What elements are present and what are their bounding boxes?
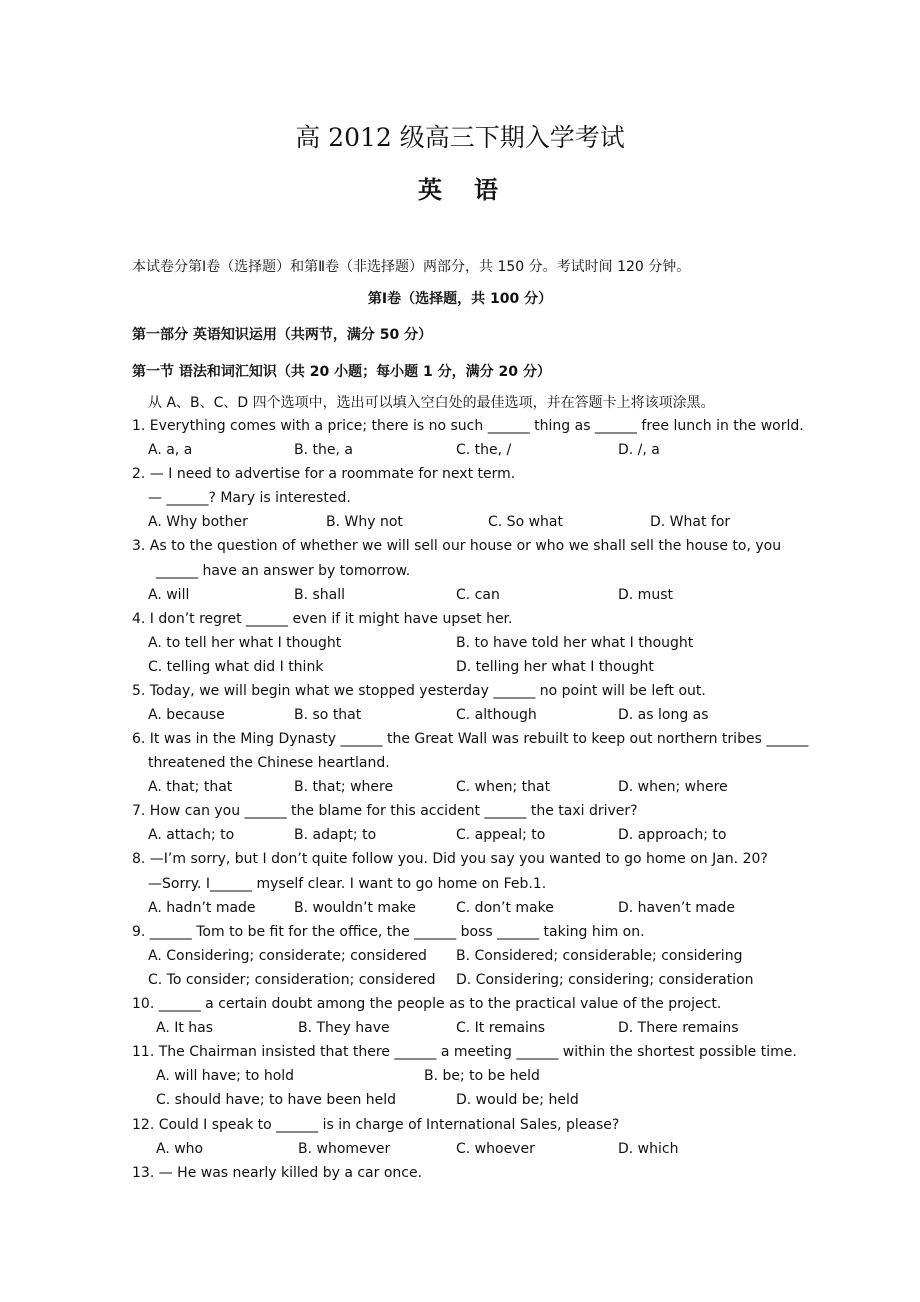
option-a: A. attach; to: [148, 827, 235, 843]
option-a: A. It has: [156, 1020, 214, 1036]
exam-title: 高 2012 级高三下期入学考试: [295, 123, 625, 152]
option-d: D. which: [618, 1141, 679, 1157]
option-d: D. approach; to: [618, 827, 727, 843]
question-stem: 8. —I’m sorry, but I don’t quite follow you. Did you say you wanted to go home on Jan. 20?: [132, 851, 768, 867]
option-d: D. /, a: [618, 442, 660, 458]
question-stem: 5. Today, we will begin what we stopped yesterday ______ no point will be left out.: [132, 683, 706, 699]
question-stem-continued: threatened the Chinese heartland.: [148, 755, 390, 771]
subject-title: 英 语: [418, 175, 502, 204]
question-stem: 10. ______ a certain doubt among the people as to the practical value of the project.: [132, 996, 722, 1012]
option-b: B. Why not: [326, 514, 403, 530]
option-b: B. the, a: [294, 442, 353, 458]
question-stem: 11. The Chairman insisted that there ______ a meeting ______ within the shortest possible time.: [132, 1044, 797, 1060]
option-a: A. a, a: [148, 442, 193, 458]
question-stem: 13. — He was nearly killed by a car once.: [132, 1165, 423, 1181]
directions-text: 从 A、B、C、D 四个选项中，选出可以填入空白处的最佳选项，并在答题卡上将该项涂黑。: [148, 395, 715, 411]
question-stem: 9. ______ Tom to be fit for the office, the ______ boss ______ taking him on.: [132, 924, 645, 940]
option-a: A. because: [148, 707, 225, 723]
option-d: D. telling her what I thought: [456, 659, 654, 675]
option-c: C. whoever: [456, 1141, 535, 1157]
option-b: B. be; to be held: [424, 1068, 540, 1084]
question-stem-continued: ______ have an answer by tomorrow.: [156, 563, 411, 579]
option-b: B. that; where: [294, 779, 394, 795]
option-a: A. to tell her what I thought: [148, 635, 342, 651]
option-a: A. will: [148, 587, 190, 603]
option-a: A. Considering; considerate; considered: [148, 948, 427, 964]
question-stem: 2. — I need to advertise for a roommate for next term.: [132, 466, 516, 482]
question-stem: 1. Everything comes with a price; there is no such ______ thing as ______ free lunch in the world.: [132, 418, 804, 434]
option-c: C. It remains: [456, 1020, 546, 1036]
option-d: D. must: [618, 587, 673, 603]
option-c: C. should have; to have been held: [156, 1092, 397, 1108]
part-heading: 第一部分 英语知识运用（共两节，满分 50 分）: [132, 327, 433, 343]
option-c: C. although: [456, 707, 537, 723]
option-d: D. would be; held: [456, 1092, 579, 1108]
option-a: A. Why bother: [148, 514, 248, 530]
option-b: B. adapt; to: [294, 827, 377, 843]
option-c: C. telling what did I think: [148, 659, 324, 675]
volume-heading: 第Ⅰ卷（选择题，共 100 分）: [367, 291, 553, 307]
option-a: A. who: [156, 1141, 204, 1157]
question-stem: 3. As to the question of whether we will sell our house or who we shall sell the house to, you: [132, 538, 782, 554]
option-c: C. don’t make: [456, 900, 554, 916]
option-c: C. appeal; to: [456, 827, 546, 843]
option-d: D. Considering; considering; consideration: [456, 972, 754, 988]
option-a: A. that; that: [148, 779, 233, 795]
question-stem: 4. I don’t regret ______ even if it might have upset her.: [132, 611, 513, 627]
option-d: D. What for: [650, 514, 731, 530]
question-stem: 7. How can you ______ the blame for this accident ______ the taxi driver?: [132, 803, 638, 819]
option-d: D. as long as: [618, 707, 709, 723]
option-c: C. the, /: [456, 442, 512, 458]
option-b: B. wouldn’t make: [294, 900, 416, 916]
option-b: B. Considered; considerable; considering: [456, 948, 743, 964]
option-b: B. shall: [294, 587, 346, 603]
section-heading: 第一节 语法和词汇知识（共 20 小题；每小题 1 分，满分 20 分）: [132, 364, 551, 380]
option-d: D. when; where: [618, 779, 728, 795]
option-d: D. There remains: [618, 1020, 739, 1036]
option-c: C. To consider; consideration; considered: [148, 972, 436, 988]
option-b: B. so that: [294, 707, 362, 723]
option-a: A. will have; to hold: [156, 1068, 295, 1084]
option-a: A. hadn’t made: [148, 900, 256, 916]
option-c: C. So what: [488, 514, 563, 530]
option-c: C. when; that: [456, 779, 551, 795]
option-d: D. haven’t made: [618, 900, 736, 916]
option-b: B. They have: [298, 1020, 390, 1036]
question-stem: 12. Could I speak to ______ is in charge of International Sales, please?: [132, 1117, 620, 1133]
question-stem-continued: —Sorry. I______ myself clear. I want to go home on Feb.1.: [148, 876, 547, 892]
question-stem-continued: — ______? Mary is interested.: [148, 490, 351, 506]
option-b: B. to have told her what I thought: [456, 635, 694, 651]
option-b: B. whomever: [298, 1141, 391, 1157]
question-stem: 6. It was in the Ming Dynasty ______ the Great Wall was rebuilt to keep out northern tribes ______: [132, 731, 809, 747]
intro-text: 本试卷分第Ⅰ卷（选择题）和第Ⅱ卷（非选择题）两部分，共 150 分。考试时间 120 分钟。: [132, 259, 691, 275]
option-c: C. can: [456, 587, 500, 603]
